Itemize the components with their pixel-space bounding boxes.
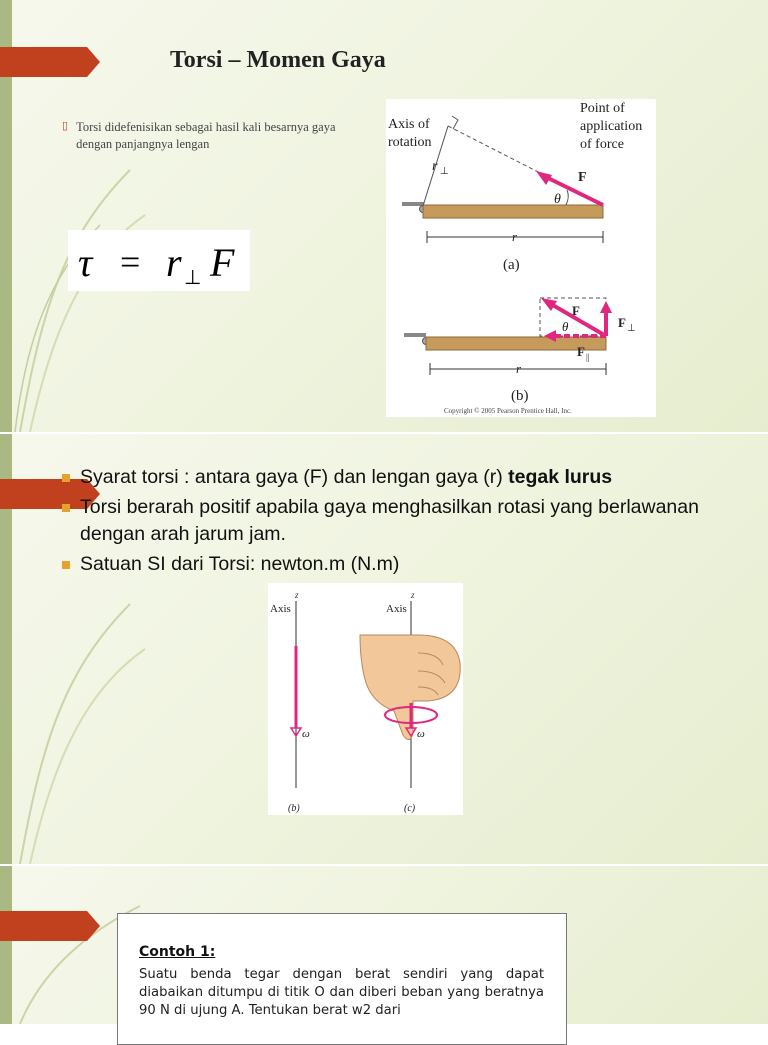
force-label-a: F (578, 170, 587, 185)
caption-b: (b) (288, 803, 300, 814)
caption-a: (a) (503, 257, 520, 273)
formula-r: r (166, 240, 182, 285)
force-arrowhead-a (536, 171, 552, 185)
example-box (117, 913, 567, 1045)
r-label-b: r (516, 361, 522, 376)
f-par-sub: || (586, 352, 590, 362)
slide-1 (0, 0, 768, 432)
point-label-2: application (580, 119, 643, 134)
caption-c: (c) (404, 803, 416, 814)
bullet-square (62, 474, 70, 482)
bullet-icon: ▯ (62, 120, 69, 132)
theta-arc (566, 190, 568, 205)
bullet-square (62, 504, 70, 512)
hinge-plate (402, 202, 424, 206)
example-title: Contoh 1: (139, 944, 216, 960)
right-hand-rule-figure (268, 583, 463, 815)
bullet-square (62, 561, 70, 569)
formula-f: F (210, 240, 235, 285)
copyright: Copyright © 2005 Pearson Prentice Hall, Inc. (444, 407, 572, 415)
force-label-b: F (572, 303, 580, 318)
left-strip (0, 866, 12, 1024)
caption-b: (b) (511, 388, 529, 404)
z-label-b: z (295, 590, 299, 600)
theta-label-b: θ (562, 319, 569, 334)
point-label: Point of (580, 101, 625, 116)
axis-label: Axis of (388, 117, 430, 132)
definition-note (62, 119, 357, 153)
bullet-item: Syarat torsi : antara gaya (F) dan lengan gaya (r) tegak lurus (62, 464, 752, 491)
formula-equals: = (120, 242, 141, 282)
theta-label-a: θ (554, 192, 561, 207)
r-label-a: r (512, 229, 518, 244)
r-perp-label: r (432, 159, 438, 174)
lever-figure (386, 99, 656, 417)
z-label-c: z (411, 590, 415, 600)
title-tab (0, 47, 100, 77)
formula-tau: τ (78, 240, 93, 285)
force-arrowhead-b (541, 298, 557, 311)
torque-bullets (62, 464, 752, 581)
slide-title: Torsi – Momen Gaya (170, 47, 386, 73)
lever-board-a (423, 205, 603, 218)
axis-label-2: rotation (388, 135, 432, 150)
r-perp-sub: ⊥ (440, 166, 449, 177)
point-label-3: of force (580, 137, 624, 152)
omega-label-c: ω (417, 728, 425, 740)
hinge-plate-b (404, 333, 426, 337)
f-perp-label: F (618, 315, 626, 330)
formula-perp: ⊥ (184, 267, 202, 289)
omega-label-b: ω (302, 728, 310, 740)
f-par-label: F (577, 344, 585, 359)
bullet-item: Torsi berarah positif apabila gaya menghasilkan rotasi yang berlawanan dengan arah jarum jam. (62, 494, 752, 548)
f-perp-sub: ⊥ (627, 323, 636, 334)
slide-tab (0, 911, 100, 941)
definition-text: Torsi didefenisikan sebagai hasil kali besarnya gaya dengan panjangnya lengan (76, 120, 336, 151)
torque-formula (68, 230, 250, 291)
right-angle-mark (452, 116, 458, 129)
axis-label-c: Axis (386, 603, 407, 615)
axis-label-b: Axis (270, 603, 291, 615)
bullet-item: Satuan SI dari Torsi: newton.m (N.m) (62, 551, 752, 578)
example-text: Suatu benda tegar dengan berat sendiri yang dapat diabaikan ditumpu di titik O dan diberi beban yang beratnya 90 N di ujung A. Tentukan berat w2 dari (139, 967, 544, 1018)
